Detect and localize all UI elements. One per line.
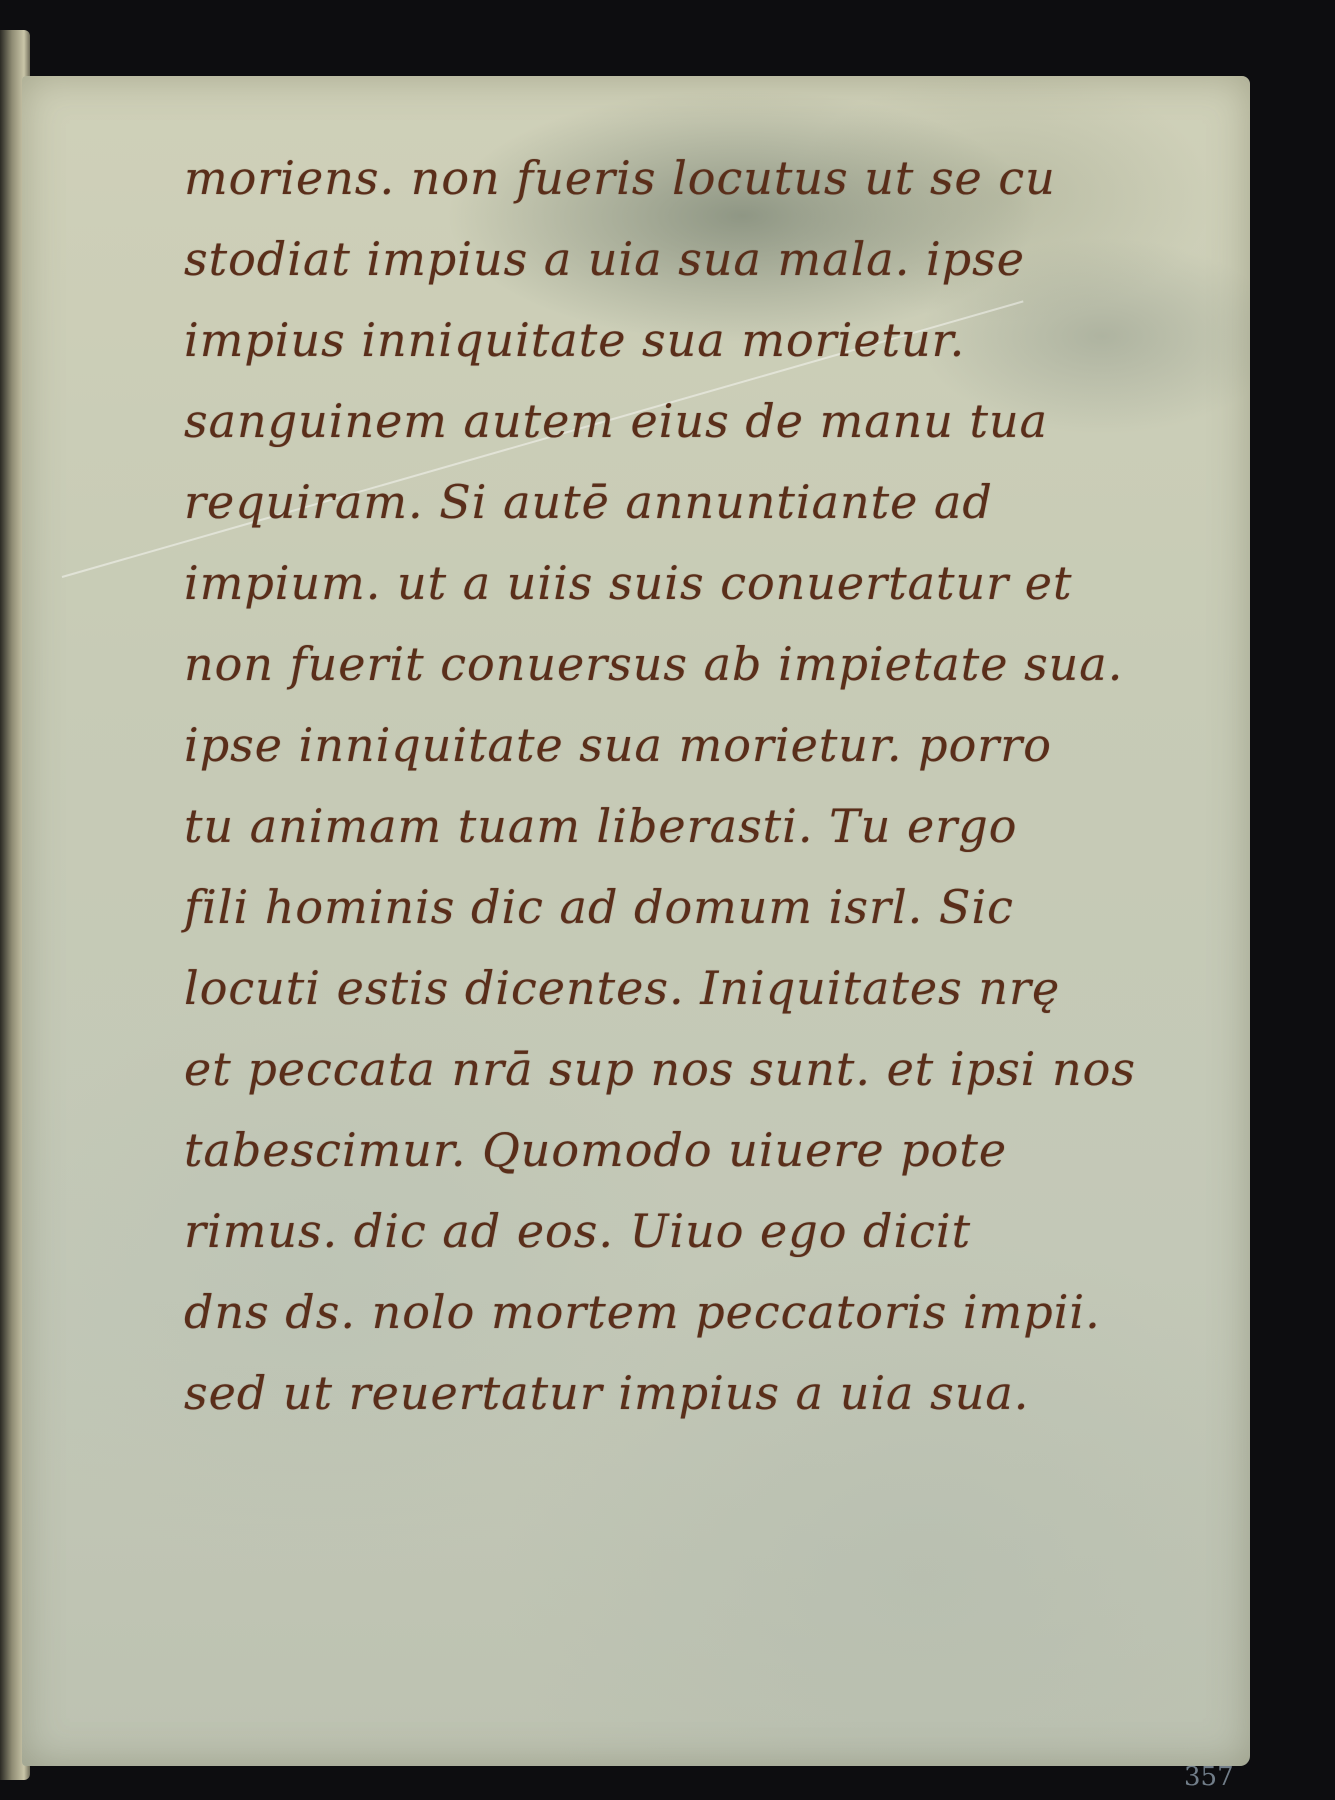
text-line: stodiat impius a uia sua mala. ipse [184,232,1025,286]
text-line: ipse inniquitate sua morietur. porro [184,718,1052,772]
text-block [184,138,1136,1434]
text-line: requiram. Si autē annuntiante ad [184,475,993,529]
text-line: sed ut reuertatur impius a uia sua. [184,1366,1030,1420]
text-line: sanguinem autem eius de manu tua [184,394,1049,448]
folio-number: 357 [1184,1762,1234,1792]
text-line: tabescimur. Quomodo uiuere pote [184,1123,1008,1177]
text-line: locuti estis dicentes. Iniquitates nrę [184,961,1061,1015]
text-line: non fuerit conuersus ab impietate sua. [184,637,1124,691]
text-line: moriens. non fueris locutus ut se cu [184,151,1056,205]
text-line: impium. ut a uiis suis conuertatur et [184,556,1073,610]
manuscript-page [22,76,1250,1792]
text-line: et peccata nrā sup nos sunt. et ipsi nos [184,1042,1136,1096]
text-line: dns ds. nolo mortem peccatoris impii. [184,1285,1101,1339]
text-line: impius inniquitate sua morietur. [184,313,966,367]
text-line: fili hominis dic ad domum isrl. Sic [184,880,1014,934]
text-line: rimus. dic ad eos. Uiuo ego dicit [184,1204,972,1258]
text-line: tu animam tuam liberasti. Tu ergo [184,799,1018,853]
